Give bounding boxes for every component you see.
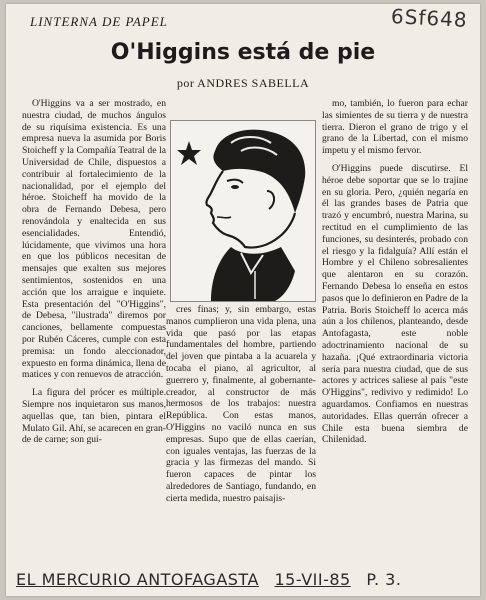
article-headline: O'Higgins está de pie [110,40,376,65]
newspaper-clipping [6,4,480,596]
column-2 [166,304,316,572]
paragraph: cres finas; y, sin embargo, estas manos cumplieron una vida plena, una vida que pasó por las etapas fundamentales del hombre, partiendo del joven que pintaba a la acuarela y tocaba el piano, al agricultor, al guerrero y, finalmente, al gobernante-creador, al constructor de más hermosos de los trabajos: nuestra República. Con estas manos, O'Higgins no vaciló nunca en sus empresas. Supo que de ellas caerían, con iguales ventajas, las fuerzas de la gracia y las firmezas del mando. Si fueron capaces de pintar los alrededores de Santiago, fundando, en cierta medida, nuestro paisajis- [166,304,316,504]
handwritten-source-note [16,570,476,589]
paragraph: La figura del prócer es múltiple. Siempre nos inquietaron sus manos, aquellas que, tan bien, pintara el Mulato Gil. Ahí, se acarecen en gran- de de carne; son gui- [22,387,166,446]
source-page: P. 3. [366,570,402,589]
source-newspaper: EL MERCURIO ANTOFAGASTA [16,570,259,589]
archive-handwritten-id: 6Sf648 [390,4,469,32]
section-heading: LINTERNA DE PAPEL [30,14,168,29]
paragraph: mo, también, lo fueron para echar las simientes de su tierra y de nuestra tierra. Dieron el grano de trigo y el grano de la Libertad, con el mismo ímpetu y el mismo fervor. [322,98,468,157]
column-3 [322,98,468,570]
paragraph: O'Higgins va a ser mostrado, en nuestra ciudad, de muchos ángulos de su riquísima existencia. Es una empresa nueva la asumida por Boris Stoicheff y la Compañía Teatral de la Universidad de Chile, dispuestos a contribuir al fortalecimiento de la nacionalidad, por el ejemplo del héroe. Stoicheff ha movido de la obra de Fernando Debesa, pero renovándola y enaltecida en sus esencialidades. Entendió, lúcidamente, que vivimos una hora en que los públicos necesitan de mensajes que exalten sus mejores sentimientos, sostenidos en una acción que los arraigue e inquiete. Esta presentación del "O'Higgins", de Debesa, "ilustrada" diremos por canciones, bellamente compuestas por Rubén Cáceres, cumple con esta premisa: un fondo aleccionador, expuesto en forma dinámica, llena de matices y con renuevos de atracción. [22,98,166,381]
article-byline: por ANDRES SABELLA [176,76,310,90]
source-date: 15-VII-85 [274,570,351,589]
column-1 [22,98,166,570]
ohiggins-portrait-drawing [170,120,316,302]
paragraph: O'Higgins puede discutirse. El héroe debe soportar que se lo trajine en su gloria. Pero, ¿quién negaría en él las grandes bases de Patria que trazó y encumbró, nuestra Marina, su rectitud en el cumplimiento de las funciones, su desinterés, probado con el riesgo y la fidalguía? Allí están el Hombre y el Chileno sobresalientes que alentaron en su corazón. Fernando Debesa lo enseña en estos pasos que lo definieron en Padre de la Patria. Boris Stoicheff lo acerca más aún a los chilenos, planteando, desde Antofagasta, este noble adoctrinamiento nacional de su hazaña. ¡Qué extraordinaria victoria sería para nuestra ciudad, que de sus actores y actrices saliese al país "este O'Higgins", redivivo y redimido! Lo aguardamos. Confiamos en nuestras autoridades. Ellas querrán ofrecer a Chile esta buena siembra de Chilenidad. [322,162,468,446]
